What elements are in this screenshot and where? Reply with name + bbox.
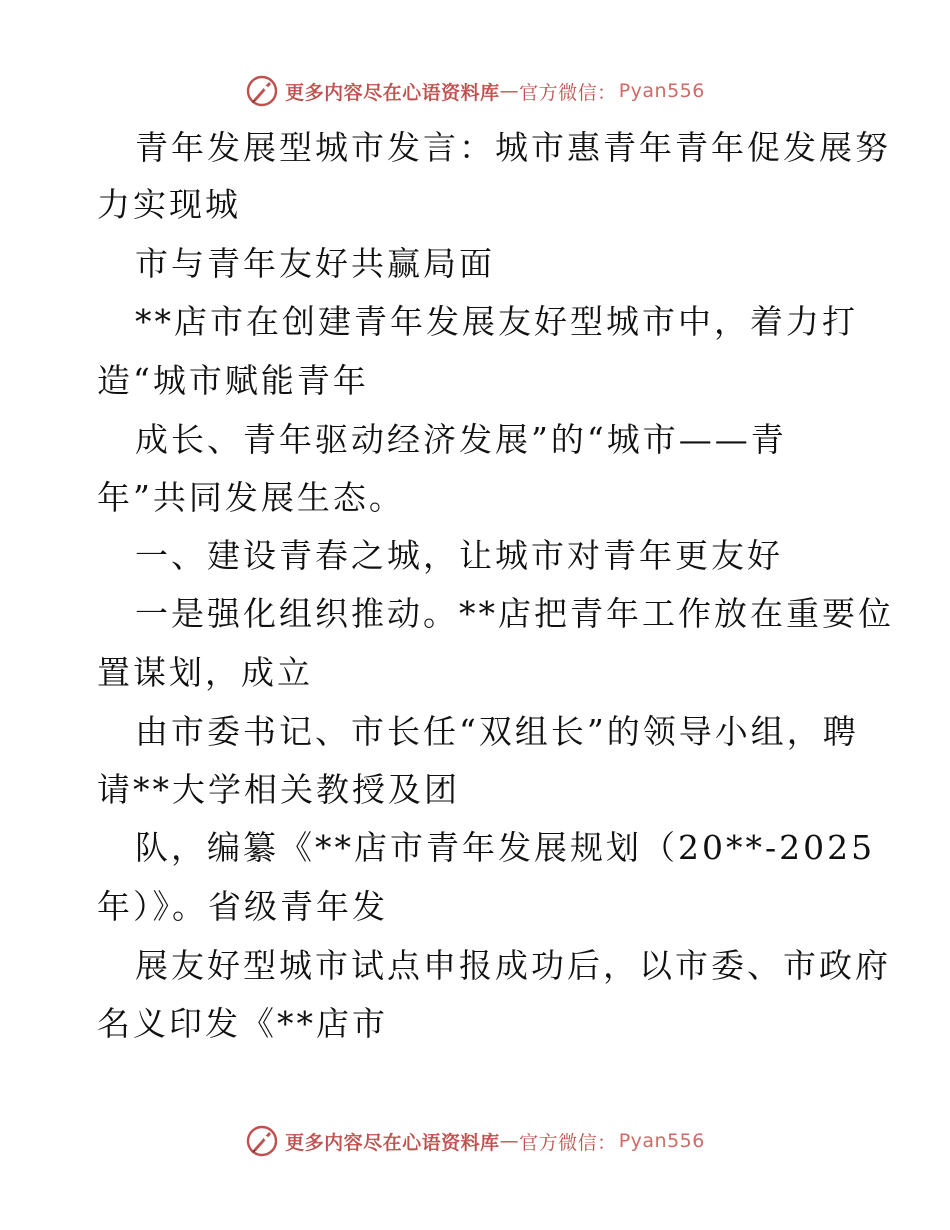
body-line: 由市委书记、市长任“双组长”的领导小组，聘 [135,712,859,751]
banner-official-label: 官方微信： [519,81,617,104]
body-line: 青年发展型城市发言：城市惠青年青年促发展努 [135,128,891,167]
body-line: 队，编纂《**店市青年发展规划（20**-2025 [135,828,876,867]
footer-banner-text [285,1128,705,1155]
banner-site-name: 更多内容尽在心语资料库 [285,81,500,104]
header-banner [0,71,950,111]
section-heading: 一、建设青春之城，让城市对青年更友好 [135,536,783,575]
banner-wechat-id: Pyan556 [618,1130,705,1152]
banner-wechat-id: Pyan556 [618,80,705,102]
banner-dash: — [499,80,520,102]
body-line: 置谋划，成立 [97,653,313,692]
banner-official-label: 官方微信： [519,1131,617,1154]
quill-pen-logo-icon [245,1124,279,1158]
body-line: 一是强化组织推动。**店把青年工作放在重要位 [135,594,894,633]
header-banner-text [285,78,705,105]
body-line: **店市在创建青年发展友好型城市中，着力打 [135,302,858,341]
body-line: 名义印发《**店市 [97,1004,388,1043]
body-line: 成长、青年驱动经济发展”的“城市——青 [135,420,787,459]
body-line: 年”共同发展生态。 [97,478,405,517]
footer-banner [0,1121,950,1161]
body-line: 市与青年友好共赢局面 [135,244,495,283]
body-line: 年）》。省级青年发 [97,887,388,926]
body-line: 造“城市赋能青年 [97,361,369,400]
body-line: 展友好型城市试点申报成功后，以市委、市政府 [135,946,891,985]
quill-pen-logo-icon [245,74,279,108]
body-line: 请**大学相关教授及团 [97,770,460,809]
banner-dash: — [499,1130,520,1152]
banner-site-name: 更多内容尽在心语资料库 [285,1131,500,1154]
body-line: 力实现城 [97,185,241,224]
